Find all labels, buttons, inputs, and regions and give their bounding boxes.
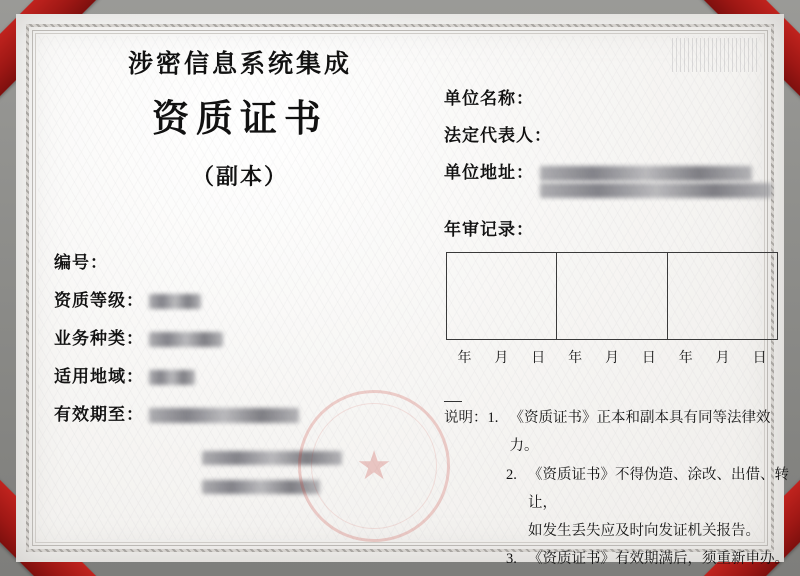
field-colon-valid-until: ： bbox=[126, 405, 143, 424]
field-row-valid-until bbox=[54, 387, 428, 425]
redacted-value-applicable-region bbox=[149, 370, 195, 385]
redacted-issuer-line-1 bbox=[202, 451, 342, 465]
annual-review-cell-2 bbox=[557, 253, 667, 339]
unit-year-2: 年 bbox=[568, 351, 583, 366]
notes-row-3 bbox=[444, 545, 794, 573]
seal-star-icon: ★ bbox=[356, 443, 392, 488]
annual-review-units-2 bbox=[557, 347, 668, 367]
field-row-unit-address bbox=[444, 146, 788, 183]
field-row-annual-review bbox=[444, 203, 788, 240]
field-label-legal-representative: 法定代表人： bbox=[444, 126, 552, 145]
field-row-serial-number bbox=[54, 235, 428, 273]
page-title-line2: 资质证书 bbox=[152, 99, 328, 140]
unit-day-1: 日 bbox=[531, 351, 546, 366]
field-label-business-type: 业务种类 bbox=[54, 329, 126, 348]
notes-text-1: 《资质证书》正本和副本具有同等法律效力。 bbox=[509, 410, 771, 455]
field-label-unit-address: 单位地址： bbox=[444, 163, 534, 182]
issuer-redacted-block bbox=[46, 451, 428, 509]
unit-day-2: 日 bbox=[641, 351, 656, 366]
page-title-subtitle: （副本） bbox=[191, 164, 288, 189]
field-label-serial-number-b: 号 bbox=[72, 253, 90, 272]
notes-number-1: 1. bbox=[487, 410, 499, 426]
field-row-applicable-region bbox=[54, 349, 428, 387]
unit-day-3: 日 bbox=[752, 351, 767, 366]
field-label-serial-number-a: 编 bbox=[54, 253, 72, 272]
notes-text-2-continued: 如发生丢失应及时向发证机关报告。 bbox=[528, 523, 760, 540]
field-row-business-type bbox=[54, 311, 428, 349]
unit-month-1: 月 bbox=[494, 351, 509, 366]
field-row-unit-name bbox=[444, 72, 788, 109]
field-label-applicable-region: 适用地域 bbox=[54, 367, 126, 386]
redacted-value-qualification-level bbox=[149, 294, 201, 309]
field-row-legal-representative bbox=[444, 109, 788, 146]
certificate-content bbox=[40, 38, 789, 568]
field-colon-applicable-region: ： bbox=[126, 367, 143, 386]
redacted-value-unit-address-line2 bbox=[540, 183, 772, 198]
unit-address-second-line bbox=[444, 183, 788, 203]
annual-review-units-3 bbox=[667, 347, 778, 367]
certificate-paper bbox=[16, 14, 789, 568]
field-row-qualification-level bbox=[54, 273, 428, 311]
field-label-qualification-level: 资质等级 bbox=[54, 291, 126, 310]
unit-year-1: 年 bbox=[457, 351, 472, 366]
unit-year-3: 年 bbox=[678, 351, 693, 366]
annual-review-cell-1 bbox=[447, 253, 557, 339]
notes-number-2: 2. bbox=[506, 466, 517, 483]
notes-block bbox=[444, 404, 794, 574]
notes-text-3: 《资质证书》有效期满后，须重新申办。 bbox=[528, 551, 789, 568]
field-label-unit-name: 单位名称： bbox=[444, 89, 534, 108]
notes-text-2: 《资质证书》不得伪造、涂改、出借、转让， bbox=[528, 466, 789, 511]
annual-review-table bbox=[446, 252, 778, 340]
notes-row-2 bbox=[444, 461, 794, 518]
field-colon-business-type: ： bbox=[126, 329, 143, 348]
redacted-value-unit-address bbox=[540, 166, 752, 181]
annual-review-unit-row bbox=[446, 347, 778, 367]
redacted-value-business-type bbox=[149, 332, 223, 347]
field-label-valid-until: 有效期至 bbox=[54, 405, 126, 424]
left-column bbox=[46, 44, 428, 509]
notes-row-2-cont bbox=[444, 517, 794, 545]
redacted-issuer-line-2 bbox=[202, 480, 320, 494]
redacted-value-valid-until bbox=[149, 408, 299, 423]
field-colon-qualification-level: ： bbox=[126, 291, 143, 310]
title-block bbox=[46, 44, 428, 191]
field-colon-serial-number: ： bbox=[90, 253, 107, 272]
notes-number-3: 3. bbox=[506, 551, 517, 568]
right-column bbox=[444, 72, 788, 367]
left-field-list bbox=[46, 235, 428, 425]
annual-review-units-1 bbox=[446, 347, 557, 367]
unit-month-2: 月 bbox=[605, 351, 619, 366]
unit-month-3: 月 bbox=[715, 351, 730, 366]
annual-review-cell-3 bbox=[668, 253, 777, 339]
notes-row-1 bbox=[444, 404, 794, 461]
notes-lead-label: 说明： bbox=[444, 410, 488, 426]
notes-rule-divider bbox=[444, 401, 462, 402]
field-label-annual-review: 年审记录： bbox=[444, 220, 534, 239]
page-title-line1: 涉密信息系统集成 bbox=[127, 51, 352, 78]
